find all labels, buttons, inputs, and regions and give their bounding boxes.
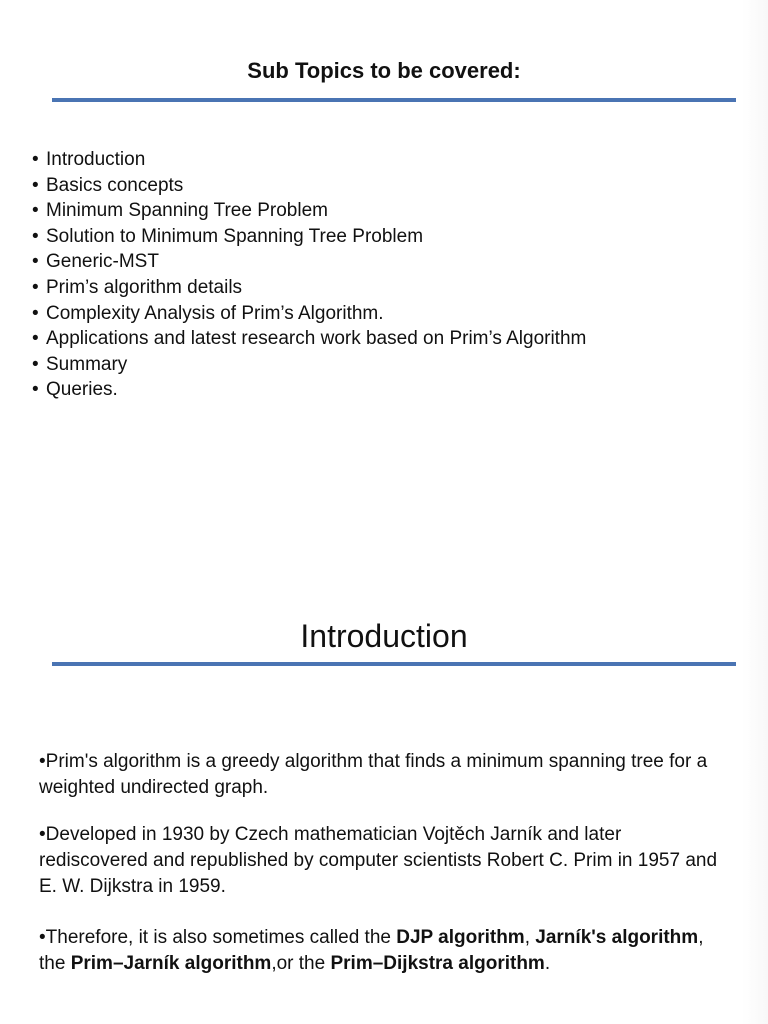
list-item	[32, 147, 586, 173]
bullet-icon: •	[32, 379, 39, 401]
list-item-text: Prim’s algorithm details	[46, 276, 243, 298]
list-item-text: Solution to Minimum Spanning Tree Problem	[46, 225, 424, 247]
list-item	[32, 198, 586, 224]
title-underline	[52, 662, 736, 666]
list-item	[32, 249, 586, 275]
name-jarnik: Jarník's algorithm	[535, 927, 699, 948]
list-item-text: Complexity Analysis of Prim’s Algorithm.	[46, 302, 384, 324]
bullet-icon: •	[32, 302, 39, 324]
name-prim-dijkstra: Prim–Dijkstra algorithm	[330, 953, 545, 974]
list-item	[32, 326, 586, 352]
list-item-text: Generic-MST	[46, 251, 159, 273]
title-underline	[52, 98, 736, 102]
list-item-text: Summary	[46, 353, 128, 375]
list-item	[32, 173, 586, 199]
list-item-text: Minimum Spanning Tree Problem	[46, 200, 328, 222]
intro-paragraph-names	[39, 925, 729, 977]
names-suffix: .	[544, 953, 551, 974]
list-item	[32, 377, 586, 403]
list-item-text: Basics concepts	[46, 174, 184, 196]
slide-introduction	[0, 512, 768, 1024]
subtopics-list	[32, 147, 586, 403]
slide-title: Introduction	[300, 618, 468, 654]
list-item-text: Introduction	[46, 149, 146, 170]
name-prim-jarnik: Prim–Jarník algorithm	[70, 953, 272, 974]
name-djp: DJP algorithm	[396, 927, 525, 948]
list-item-text: Queries.	[46, 379, 118, 401]
names-separator: , the	[39, 927, 704, 974]
list-item	[32, 275, 586, 301]
list-item	[32, 352, 586, 378]
slide-title: Sub Topics to be covered:	[247, 58, 521, 83]
bullet-icon: •	[32, 251, 39, 273]
list-item	[32, 224, 586, 250]
list-item	[32, 301, 586, 327]
list-item-text: Applications and latest research work based on Prim’s Algorithm	[46, 328, 587, 350]
bullet-icon: •	[32, 200, 39, 222]
bullet-icon: •	[32, 353, 39, 375]
bullet-icon: •	[32, 149, 39, 170]
bullet-icon: •	[32, 328, 39, 350]
intro-paragraph-history: •Developed in 1930 by Czech mathematician Vojtěch Jarník and later rediscovered and republished by computer scientists Robert C. Prim in 1957 and E. W. Dijkstra in 1959.	[39, 824, 718, 897]
bullet-icon: •	[32, 276, 39, 298]
names-separator: ,or the	[271, 953, 331, 974]
intro-paragraph-definition: •Prim's algorithm is a greedy algorithm that finds a minimum spanning tree for a weighted undirected graph.	[39, 751, 708, 798]
bullet-icon: •	[32, 174, 39, 196]
names-separator: ,	[524, 927, 536, 948]
names-prefix: •Therefore, it is also sometimes called the	[39, 927, 397, 948]
bullet-icon: •	[32, 225, 39, 247]
